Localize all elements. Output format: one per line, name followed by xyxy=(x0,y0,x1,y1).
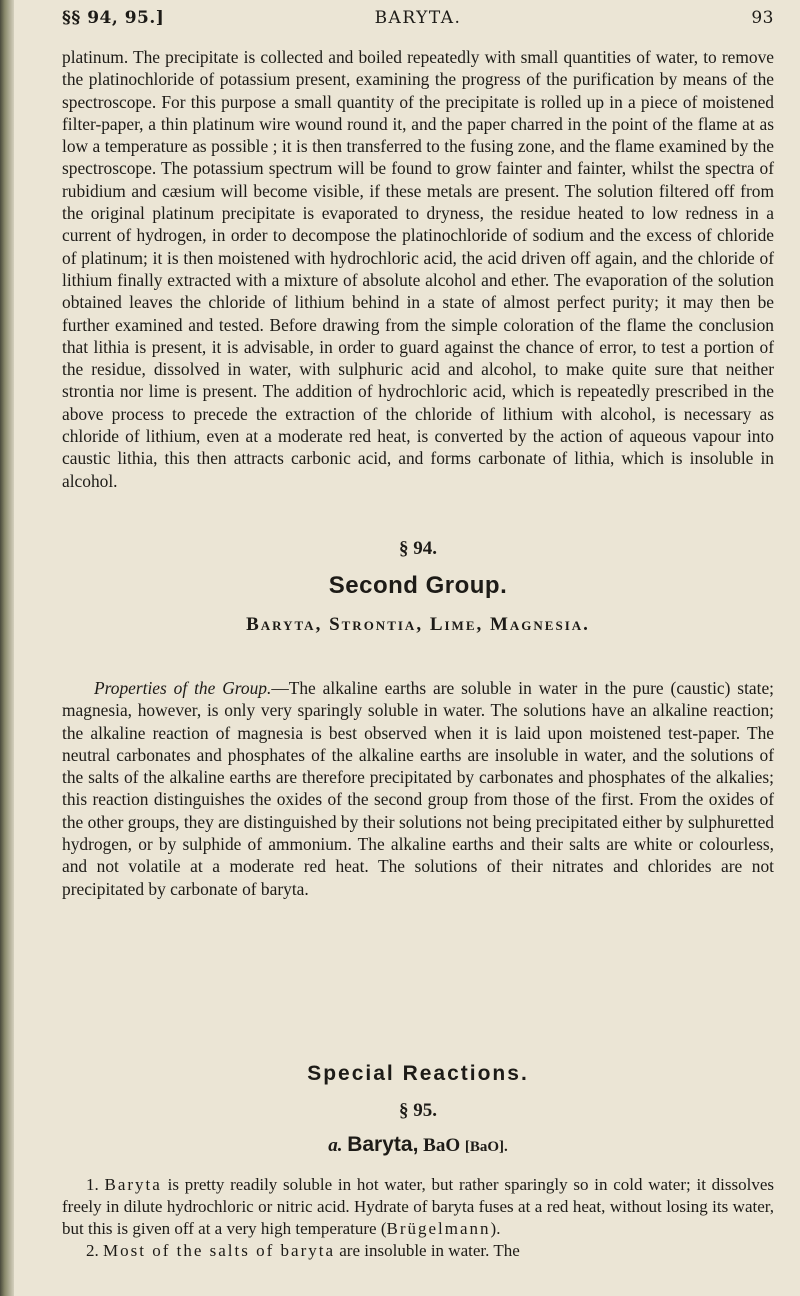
running-head xyxy=(62,6,774,36)
group-title: Second Group. xyxy=(328,572,508,599)
properties-text: —The alkaline earths are soluble in water in the pure (caustic) state; magnesia, however, is only very sparingly soluble in water. The solutions have an alkaline reaction; the alkaline reaction of magnesia is best observed when it is laid upon moistened test-paper. The neutral carbonates and phosphates of the alkaline earths are insoluble in water, and the solutions of the salts of the alkaline earths are therefore precipitated by carbonates and phosphates of the alkalies; this reaction distinguishes the oxides of the second group from those of the first. From the oxides of the other groups, they are distinguished by their solutions not being precipitated either by sulphuretted hydrogen, or by sulphide of ammonium. The alkaline earths and their salts are white or colourless, and not volatile at a moderate red heat. The solutions of their nitrates and chlorides are not precipitated by carbonate of baryta. xyxy=(62,678,775,899)
page-number: 93 xyxy=(751,8,774,28)
baryta-formula-modern: [BaO]. xyxy=(464,1139,508,1155)
baryta-label: a. xyxy=(328,1135,343,1156)
paragraph-lithia-separation: platinum. The precipitate is collected and boiled repeatedly with small quantities of water, to remove the platinochloride of potassium present, examining the progress of the purification by means of the spectroscope. For this purpose a small quantity of the precipitate is rolled up in a piece of moistened filter-paper, a thin platinum wire wound round it, and the paper charred in the point of the flame at as low a temperature as possible ; it is then transferred to the fusing zone, and the flame examined by the spectroscope. The potassium spectrum will be found to grow fainter and fainter, whilst the spectra of rubidium and cæsium will become visible, if these metals are present. The solution filtered off from the original platinum precipitate is evaporated to dryness, the residue heated to low redness in a current of hydrogen, in order to decompose the platinochloride of sodium and the excess of chloride of platinum; it is then moistened with hydrochloric acid, the acid driven off again, and the chloride of lithium finally extracted with a mixture of absolute alcohol and ether. The evaporation of the solution obtained leaves the chloride of lithium behind in a state of almost perfect purity; it may then be further examined and tested. Before drawing from the simple coloration of the flame the conclusion that lithia is present, it is advisable, in order to guard against the chance of error, to test a portion of the residue, dissolved in water, with sulphuric acid and alcohol, to make quite sure that neither strontia nor lime is present. The addition of hydrochloric acid, which is repeatedly prescribed in the above process to precede the extraction of the chloride of lithium with alcohol, is necessary as chloride of lithium, even at a moderate red heat, is converted by the action of aqueous vapour into caustic lithia, this then attracts carbonic acid, and forms carbonate of lithia, which is insoluble in alcohol. xyxy=(62,47,774,491)
book-page xyxy=(62,0,774,1296)
group-members: Baryta, Strontia, Lime, Magnesia. xyxy=(246,614,590,635)
baryta-heading xyxy=(62,1133,774,1157)
author-citation: Brügelmann xyxy=(386,1219,491,1238)
special-reactions-heading: Special Reactions. xyxy=(307,1062,529,1085)
baryta-formula: BaO xyxy=(423,1135,461,1156)
reaction-item-2-keyword: Most of the salts of baryta xyxy=(103,1241,335,1260)
chapter-title: BARYTA. xyxy=(374,8,462,28)
book-gutter-shadow xyxy=(0,0,14,1296)
baryta-name: Baryta, xyxy=(347,1133,419,1156)
paragraph-group-properties xyxy=(62,677,774,900)
section-reference: §§ 94, 95.] xyxy=(62,8,165,28)
reaction-item-1: 1. Baryta is pretty readily soluble in hot water, but rather sparingly so in cold water; it dissolves freely in dilute hydrochloric or nitric acid. Hydrate of baryta fuses at a red heat, without losing its water, but this is given off at a very high temperature (Brügelmann). xyxy=(62,1175,775,1238)
section-94-heading: § 94. xyxy=(399,538,437,559)
reaction-item-1-keyword: Baryta xyxy=(104,1175,162,1194)
baryta-reactions xyxy=(62,1174,774,1262)
reaction-item-2: 2. Most of the salts of baryta are insoluble in water. The xyxy=(86,1241,520,1260)
properties-label: Properties of the Group. xyxy=(94,678,272,698)
section-95-heading: § 95. xyxy=(399,1100,437,1121)
